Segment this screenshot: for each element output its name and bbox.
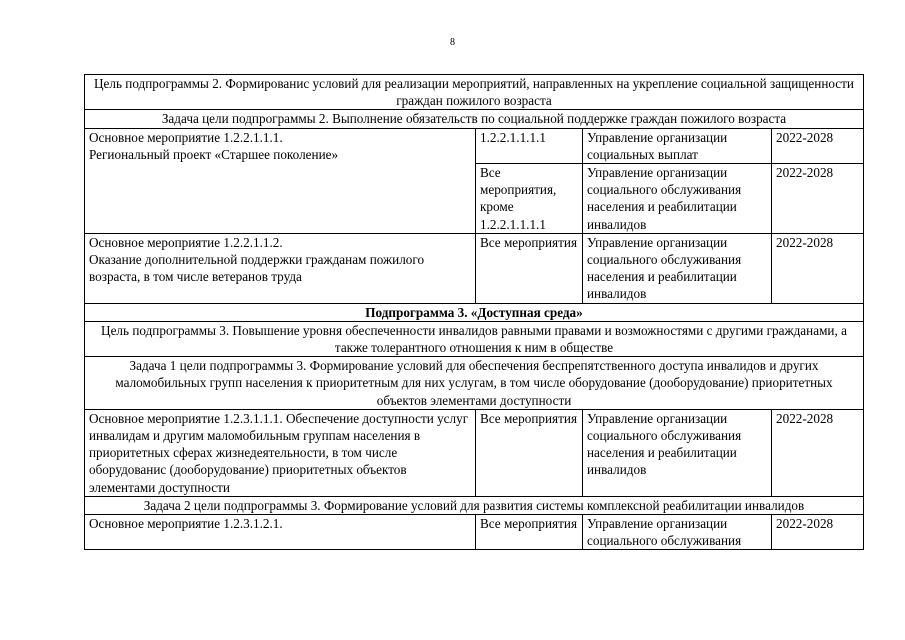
activity-code: Все мероприятия [476,409,583,496]
subprogram-2-goal: Цель подпрограммы 2. Формированис условий для реализации мероприятий, направленных на укрепление социальной защищенности граждан пожилого возраста [85,75,864,110]
program-table [84,74,864,550]
subprogram-3-task-2: Задача 2 цели подпрограммы 3. Формирование условий для развития системы комплексной реабилитации инвалидов [85,496,864,514]
activity-code: Все мероприятия [476,233,583,303]
activity-code: 1.2.2.1.1.1.1 [476,128,583,163]
period: 2022-2028 [772,409,864,496]
executor: Управление организации социального обслуживания населения и реабилитации инвалидов [583,164,772,234]
activity-code: Все мероприятия, кроме 1.2.2.1.1.1.1 [476,164,583,234]
table-row [85,110,864,128]
table-row [85,75,864,110]
subprogram-3-goal: Цель подпрограммы 3. Повышение уровня обеспеченности инвалидов равными правами и возможностями с другими гражданами, а также толерантного отношения к ним в обществе [85,321,864,356]
table-row [85,515,864,550]
subprogram-2-task: Задача цели подпрограммы 2. Выполнение обязательств по социальной поддержке граждан пожилого возраста [85,110,864,128]
period: 2022-2028 [772,233,864,303]
executor: Управление организации социального обслуживания [583,515,772,550]
subprogram-3-title: Подпрограмма 3. «Доступная среда» [85,303,864,321]
table-row [85,303,864,321]
table-row [85,128,864,163]
executor: Управление организации социальных выплат [583,128,772,163]
table-row [85,321,864,356]
activity-name: Основное мероприятие 1.2.2.1.1.2. Оказание дополнительной поддержки гражданам пожилого возраста, в том числе ветеранов труда [85,233,476,303]
table-row [85,409,864,496]
period: 2022-2028 [772,515,864,550]
table-row [85,496,864,514]
executor: Управление организации социального обслуживания населения и реабилитации инвалидов [583,233,772,303]
page-number: 8 [450,37,455,48]
table-row [85,357,864,410]
subprogram-3-task-1: Задача 1 цели подпрограммы 3. Формирование условий для обеспечения беспрепятственного доступа инвалидов и других маломобильных групп населения к приоритетным для них услугам, в том числе оборудование (дооборудование) приоритетных объектов элементами доступности [85,357,864,410]
activity-name: Основное мероприятие 1.2.3.1.1.1. Обеспечение доступности услуг инвалидам и другим маломобильным группам населения в приоритетных сферах жизнедеятельности, в том числе оборудованис (дооборудование) приоритетных объектов элементами доступности [85,409,476,496]
table-row [85,233,864,303]
activity-code: Все мероприятия [476,515,583,550]
activity-name: Основное мероприятие 1.2.3.1.2.1. [85,515,476,550]
activity-name: Основное мероприятие 1.2.2.1.1.1. Региональный проект «Старшее поколение» [85,128,476,233]
executor: Управление организации социального обслуживания населения и реабилитации инвалидов [583,409,772,496]
period: 2022-2028 [772,164,864,234]
period: 2022-2028 [772,128,864,163]
